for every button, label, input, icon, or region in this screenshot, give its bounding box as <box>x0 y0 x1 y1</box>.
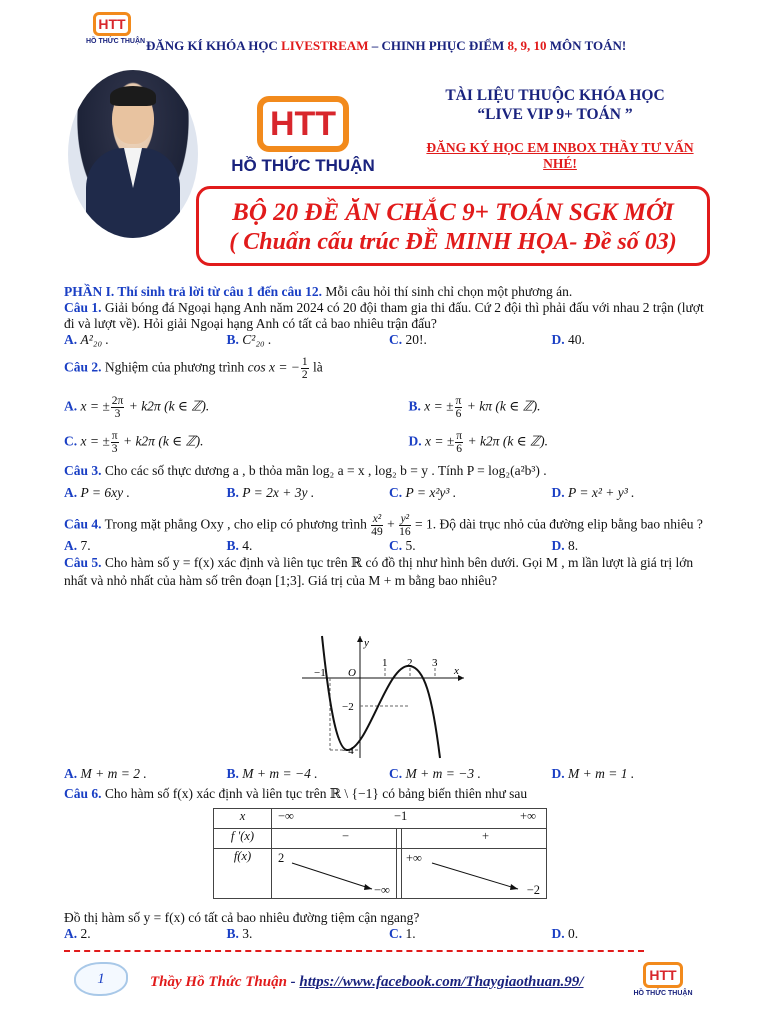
label-neg4: −4 <box>342 745 354 757</box>
part-heading <box>64 284 714 300</box>
register-note: ĐĂNG KÝ HỌC EM INBOX THẦY TƯ VẤN NHÉ! <box>426 140 694 171</box>
row-header: f '(x) <box>214 829 272 849</box>
question-5 <box>64 554 714 590</box>
logo-mark: HTT <box>643 962 683 988</box>
answers-4 <box>64 538 714 554</box>
banner-text: ĐĂNG KÍ KHÓA HỌC <box>146 38 282 53</box>
answer-b[interactable]: B. P = 2x + 3y . <box>226 485 315 500</box>
curve <box>322 636 440 758</box>
label-neg2: −2 <box>342 701 354 713</box>
banner-text: – CHINH PHỤC ĐIỂM <box>368 38 508 53</box>
footer-divider <box>64 950 644 952</box>
main-logo <box>228 96 378 176</box>
answers-6 <box>64 926 714 942</box>
answer-d[interactable]: D. M + m = 1 . <box>551 766 635 781</box>
question-label: Câu 3. <box>64 463 102 478</box>
question-text: Cho các số thực dương a , b thỏa mãn log₂ a = x , log₂ b = y . Tính P = log₂(a²b³) . <box>101 463 547 478</box>
course-line: TÀI LIỆU THUỘC KHÓA HỌC <box>445 87 665 104</box>
answer-a[interactable]: A. P = 6xy . <box>64 485 130 500</box>
answer-d[interactable]: D. x = ± $\frac{\pi}{6}$ + k2π (k ∈ ℤ). <box>408 430 548 455</box>
footer-logo <box>630 962 696 997</box>
answer-a[interactable]: A. 7. <box>64 538 91 553</box>
y-axis-arrow <box>357 636 363 642</box>
answers-2a <box>64 395 714 420</box>
banner-highlight: LIVESTREAM <box>281 38 369 53</box>
question-label: Câu 5. <box>64 555 102 570</box>
label-y: y <box>364 637 369 649</box>
question-text: Đồ thị hàm số y = f(x) có tất cả bao nhiêu đường tiệm cận ngang? <box>64 910 420 925</box>
question-label: Câu 2. <box>64 359 102 375</box>
logo-subtitle: HỒ THỨC THUẬN <box>86 38 146 45</box>
logo-subtitle: HỒ THỨC THUẬN <box>633 990 693 997</box>
answer-d[interactable]: D. P = x² + y³ . <box>551 485 635 500</box>
part-note: Mỗi câu hỏi thí sinh chỉ chọn một phương án. <box>321 284 573 299</box>
banner-highlight: 8, 9, 10 <box>507 38 547 53</box>
answer-b[interactable]: B. C²₂₀ . <box>226 332 272 347</box>
variation-table <box>213 808 547 899</box>
answers-2b <box>64 430 714 455</box>
answer-a[interactable]: A. M + m = 2 . <box>64 766 147 781</box>
questions <box>64 284 714 590</box>
question-text: Trong mặt phẳng Oxy , cho elip có phương trình <box>101 516 371 532</box>
top-banner <box>146 38 626 54</box>
question-1 <box>64 300 714 332</box>
logo-mark: HTT <box>93 12 131 36</box>
answer-d[interactable]: D. 8. <box>551 538 579 553</box>
table-row: f(x) 2 −∞ +∞ −2 <box>214 849 547 899</box>
row-header: x <box>214 809 272 829</box>
question-text: Cho hàm số y = f(x) xác định và liên tục trên ℝ có đồ thị như hình bên dưới. Gọi M , m lần lượt là giá trị lớn nhất và nhỏ nhất của hàm số trên đoạn [1;3]. Giá trị của M + m bằng bao nhiêu? <box>64 555 694 588</box>
question-6-ask <box>64 910 714 942</box>
answer-c[interactable]: C. M + m = −3 . <box>389 766 481 781</box>
question-text: . Độ dài trục nhỏ của đường elip bằng bao nhiêu ? <box>432 516 703 532</box>
question-text: Nghiệm của phương trình <box>101 359 248 375</box>
table-row: f '(x) − + <box>214 829 547 849</box>
label-x: x <box>454 665 459 677</box>
header-logo <box>86 12 146 45</box>
question-4: Câu 4. Trong mặt phẳng Oxy , cho elip có phương trình $\frac{\text{x²}}{49}$ + $\frac{\text{y²}}{16}$ = 1. Độ dài trục nhỏ của đường elip bằng bao nhiêu ? <box>64 513 703 538</box>
question-label: Câu 4. <box>64 516 102 532</box>
page-number: 1 <box>74 962 128 996</box>
label-2: 2 <box>407 657 413 669</box>
answers-1 <box>64 332 714 348</box>
teacher-photo <box>68 70 198 238</box>
question-3 <box>64 463 714 479</box>
facebook-link[interactable]: https://www.facebook.com/Thaygiaothuan.99/ <box>299 974 584 990</box>
answers-3 <box>64 485 714 501</box>
question-label: Câu 6. <box>64 786 102 801</box>
logo-mark: HTT <box>257 96 349 152</box>
answer-a[interactable]: A. x = ± $\frac{2\pi}{3}$ + k2π (k ∈ ℤ). <box>64 395 210 420</box>
question-label: Câu 1. <box>64 300 102 315</box>
label-origin: O <box>348 667 356 679</box>
answer-a[interactable]: A. A²₂₀ . <box>64 332 109 347</box>
answer-b[interactable]: B. M + m = −4 . <box>226 766 318 781</box>
answer-b[interactable]: B. x = ± $\frac{\pi}{6}$ + kπ (k ∈ ℤ). <box>408 395 541 420</box>
question-text: Giải bóng đá Ngoại hạng Anh năm 2024 có 20 đội tham gia thi đấu. Cứ 2 đội thì phải đấu với nhau 2 trận (lượt đi và lượt về). Hỏi giải Ngoại hạng Anh có tất cả bao nhiêu trận đấu? <box>64 300 704 331</box>
variation-arrows <box>272 849 544 899</box>
title-main: BỘ 20 ĐỀ ĂN CHẮC 9+ TOÁN SGK MỚI <box>232 199 674 226</box>
answer-a[interactable]: A. 2. <box>64 926 91 941</box>
answer-c[interactable]: C. 1. <box>389 926 416 941</box>
answer-c[interactable]: C. P = x²y³ . <box>389 485 457 500</box>
course-info <box>400 86 710 124</box>
answers-5 <box>64 766 714 782</box>
label-neg1: −1 <box>314 667 326 679</box>
course-line: “LIVE VIP 9+ TOÁN ” <box>477 106 633 123</box>
logo-subtitle: HỒ THỨC THUẬN <box>231 156 375 175</box>
answer-b[interactable]: B. 3. <box>226 926 253 941</box>
label-1: 1 <box>382 657 388 669</box>
part-label: PHẦN I. Thí sinh trả lời từ câu 1 đến câu 12. <box>64 284 322 299</box>
questions-continued <box>64 766 714 802</box>
answer-c[interactable]: C. 5. <box>389 538 416 553</box>
answer-c[interactable]: C. 20!. <box>389 332 427 347</box>
function-graph <box>298 634 468 762</box>
answer-b[interactable]: B. 4. <box>226 538 253 553</box>
answer-d[interactable]: D. 40. <box>551 332 585 347</box>
row-header: f(x) <box>214 849 272 899</box>
banner-text: MÔN TOÁN! <box>546 38 627 53</box>
teacher-name: Thầy Hồ Thức Thuận <box>150 974 287 990</box>
answer-d[interactable]: D. 0. <box>551 926 579 941</box>
label-3: 3 <box>432 657 438 669</box>
question-text: Cho hàm số f(x) xác định và liên tục trên ℝ \ {−1} có bảng biến thiên như sau <box>101 786 528 801</box>
table-row: x −∞ −1 +∞ <box>214 809 547 829</box>
footer-credit: Thầy Hồ Thức Thuận - https://www.facebook.com/Thaygiaothuan.99/ <box>150 974 584 990</box>
title-box <box>196 186 710 266</box>
answer-c[interactable]: C. x = ± $\frac{\pi}{3}$ + k2π (k ∈ ℤ). <box>64 430 204 455</box>
equation: cos x = − <box>247 359 300 375</box>
question-6 <box>64 786 714 802</box>
x-axis-arrow <box>458 675 464 681</box>
question-2: Câu 2. Nghiệm của phương trình cos x = − $\frac{1}{2}$ là <box>64 356 323 381</box>
title-sub: ( Chuẩn cấu trúc ĐỀ MINH HỌA- Đề số 03) <box>229 229 677 255</box>
